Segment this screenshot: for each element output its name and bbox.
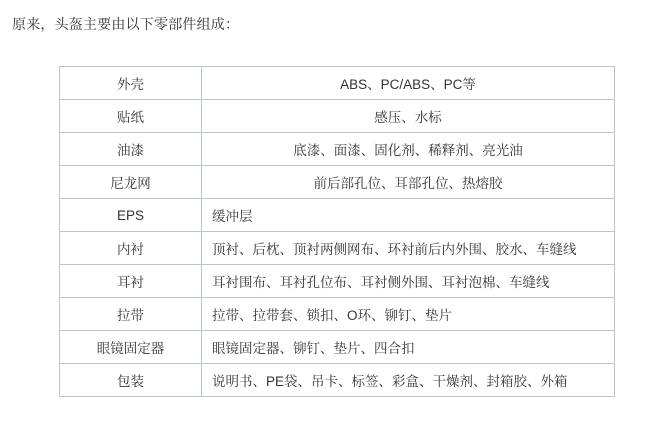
part-components-cell: 说明书、PE袋、吊卡、标签、彩盒、干燥剂、封箱胶、外箱 bbox=[202, 364, 615, 397]
parts-table-body bbox=[60, 67, 615, 397]
table-row bbox=[60, 199, 615, 232]
part-components-cell: 底漆、面漆、固化剂、稀释剂、亮光油 bbox=[202, 133, 615, 166]
part-components-cell: 感压、水标 bbox=[202, 100, 615, 133]
part-components-cell: 顶衬、后枕、顶衬两侧网布、环衬前后内外围、胶水、车缝线 bbox=[202, 232, 615, 265]
part-category-cell: 包装 bbox=[60, 364, 202, 397]
intro-paragraph: 原来，头盔主要由以下零部件组成： bbox=[12, 16, 240, 32]
table-row bbox=[60, 133, 615, 166]
table-row bbox=[60, 67, 615, 100]
table-row bbox=[60, 265, 615, 298]
table-row bbox=[60, 331, 615, 364]
part-category-cell: 拉带 bbox=[60, 298, 202, 331]
table-row bbox=[60, 166, 615, 199]
part-components-cell: 拉带、拉带套、锁扣、O环、铆钉、垫片 bbox=[202, 298, 615, 331]
part-category-cell: 外壳 bbox=[60, 67, 202, 100]
part-components-cell: 耳衬围布、耳衬孔位布、耳衬侧外围、耳衬泡棉、车缝线 bbox=[202, 265, 615, 298]
parts-table-container bbox=[59, 66, 614, 397]
helmet-parts-table bbox=[59, 66, 615, 397]
part-components-cell: 前后部孔位、耳部孔位、热熔胶 bbox=[202, 166, 615, 199]
table-row bbox=[60, 364, 615, 397]
part-category-cell: EPS bbox=[60, 199, 202, 232]
table-row bbox=[60, 100, 615, 133]
part-category-cell: 油漆 bbox=[60, 133, 202, 166]
part-components-cell: 缓冲层 bbox=[202, 199, 615, 232]
table-row bbox=[60, 298, 615, 331]
part-components-cell: 眼镜固定器、铆钉、垫片、四合扣 bbox=[202, 331, 615, 364]
table-row bbox=[60, 232, 615, 265]
part-category-cell: 眼镜固定器 bbox=[60, 331, 202, 364]
part-category-cell: 耳衬 bbox=[60, 265, 202, 298]
part-category-cell: 贴纸 bbox=[60, 100, 202, 133]
part-category-cell: 内衬 bbox=[60, 232, 202, 265]
part-category-cell: 尼龙网 bbox=[60, 166, 202, 199]
part-components-cell: ABS、PC/ABS、PC等 bbox=[202, 67, 615, 100]
